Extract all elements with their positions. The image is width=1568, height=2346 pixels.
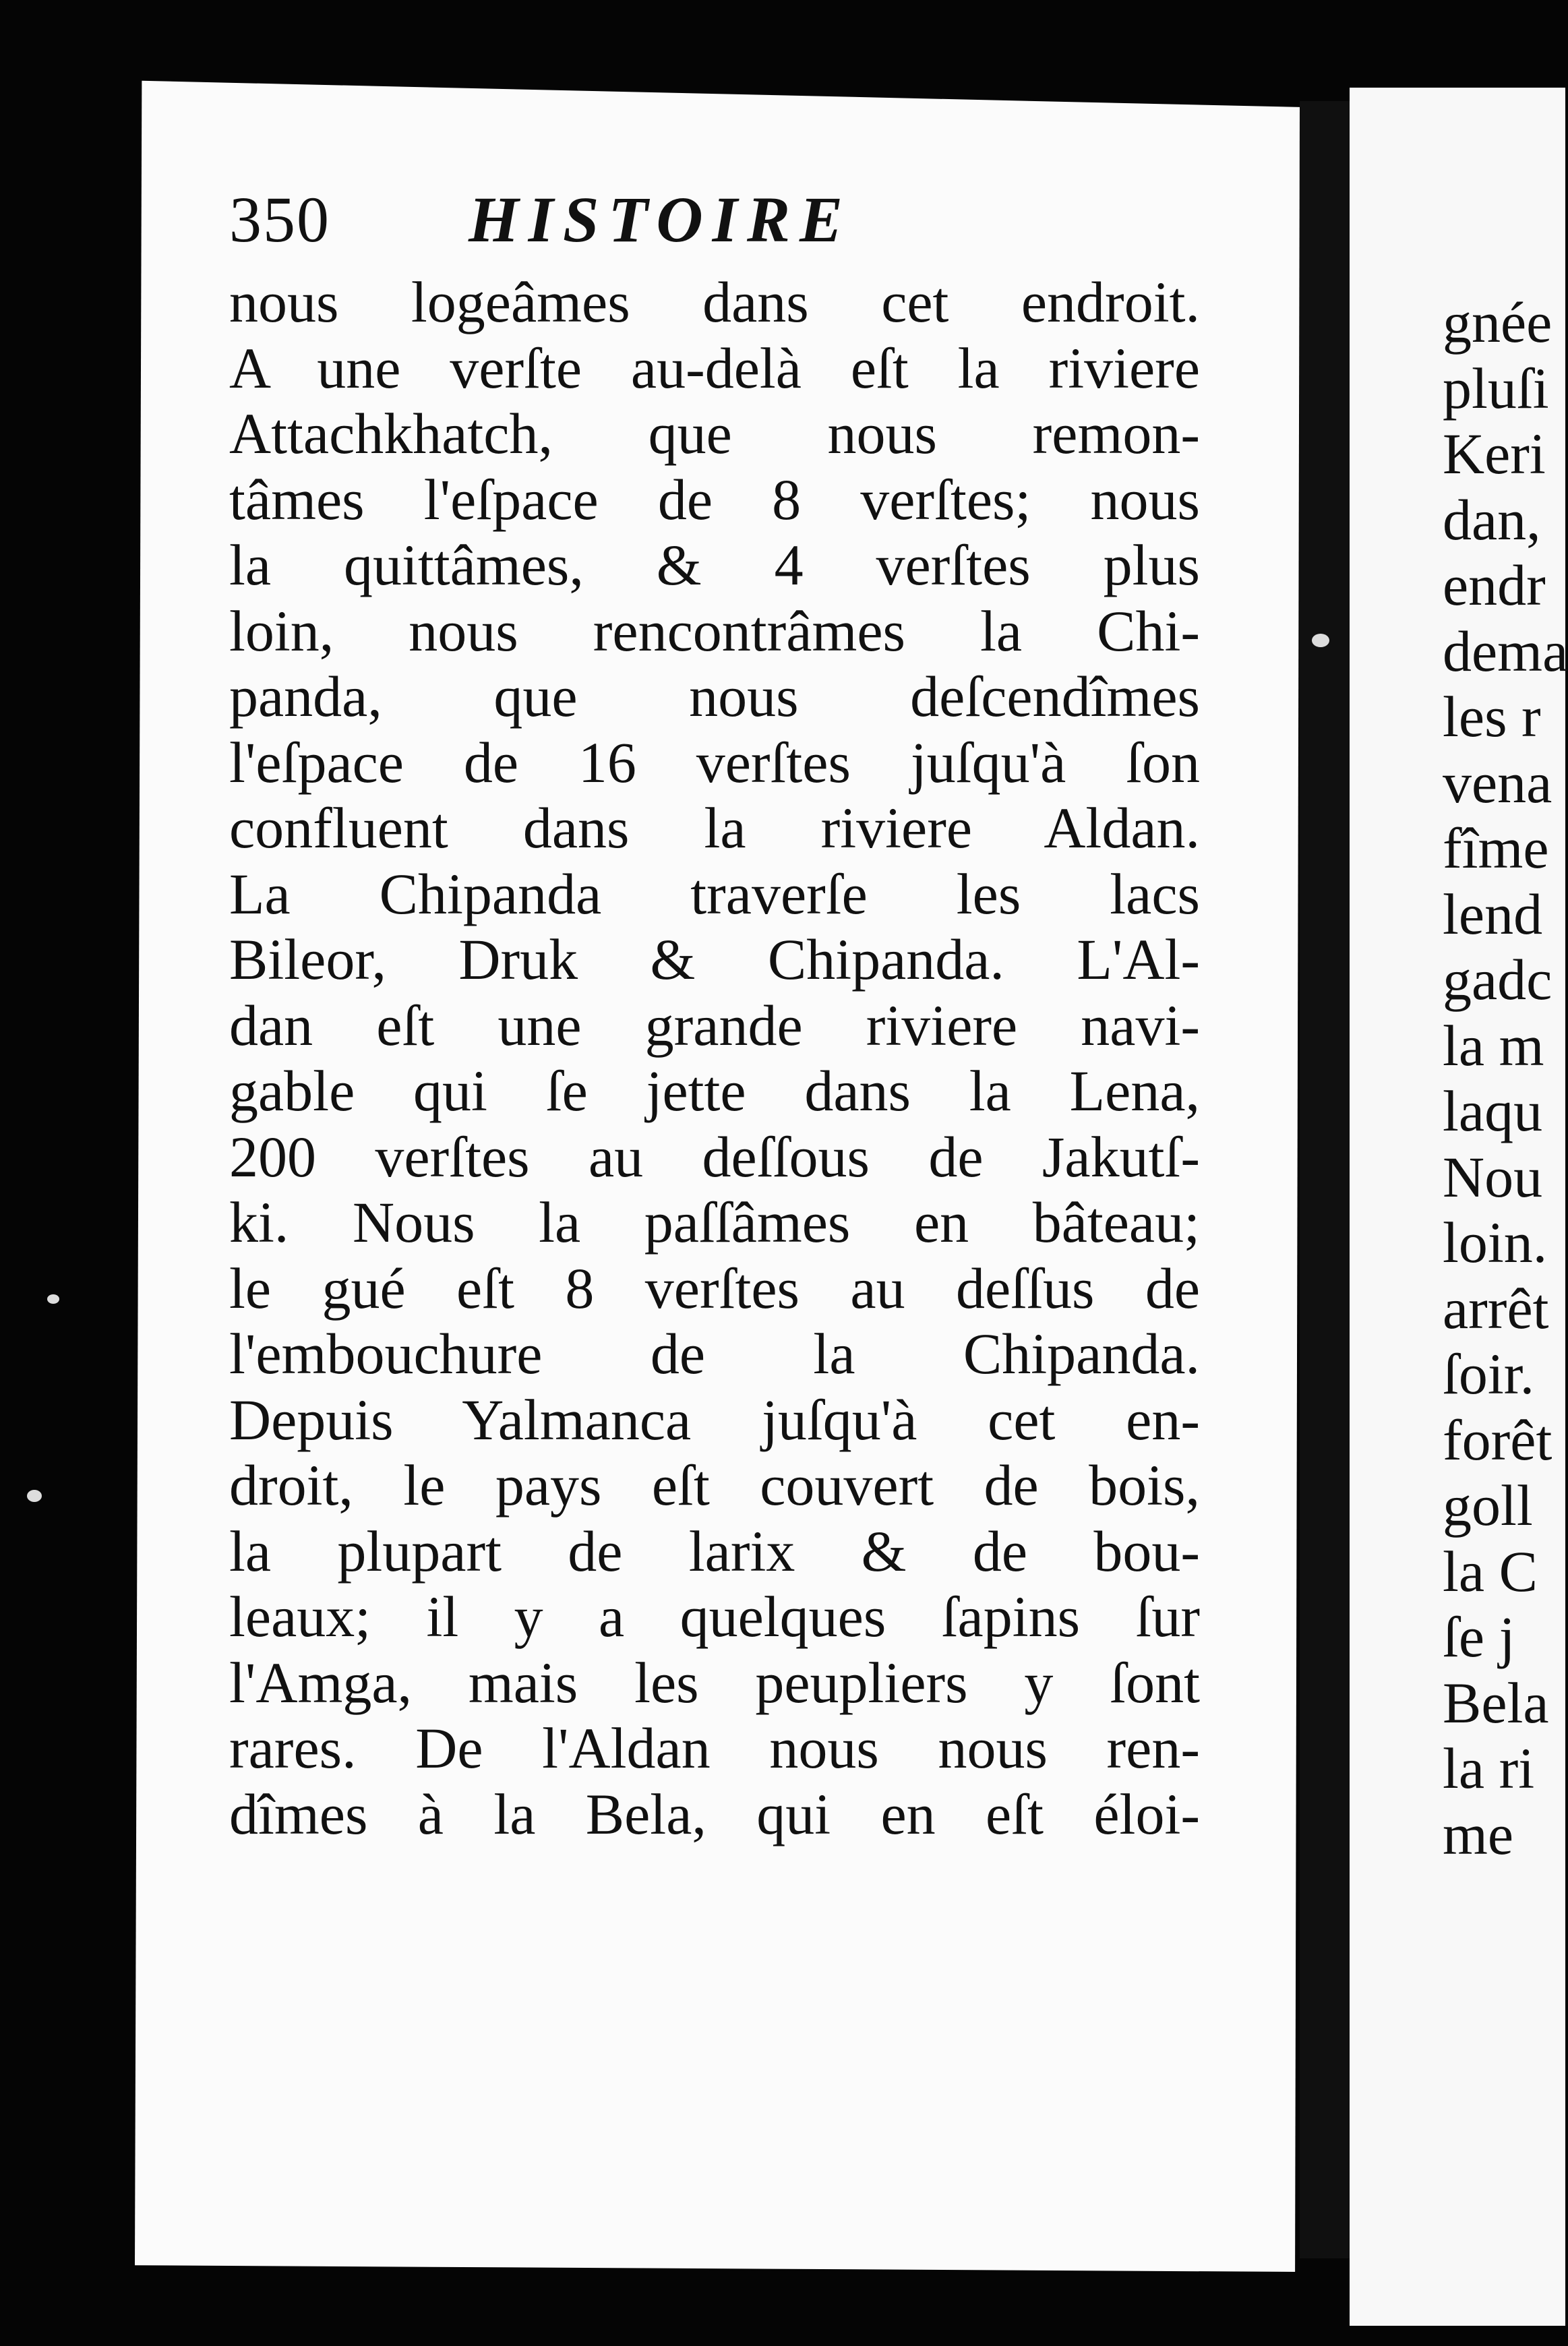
running-head: HISTOIRE (469, 183, 853, 255)
text-line: la quittâmes, & 4 verſtes plus (229, 533, 1200, 597)
text-line: Bileor, Druk & Chipanda. L'Al- (229, 927, 1200, 992)
text-line: leaux; il y a quelques ſapins ſur (229, 1584, 1200, 1649)
facing-text-line: la C (1443, 1538, 1538, 1604)
facing-text-line: Nou (1443, 1144, 1543, 1209)
facing-text-line: fîme (1443, 816, 1549, 880)
facing-text-line: dan, (1443, 487, 1541, 552)
text-line: Depuis Yalmanca juſqu'à cet en- (229, 1387, 1200, 1452)
facing-text-line: forêt (1443, 1407, 1552, 1472)
text-line: le gué eſt 8 verſtes au deſſus de (229, 1255, 1200, 1321)
facing-text-line: la ri (1443, 1736, 1535, 1801)
book-gutter (1300, 101, 1350, 2258)
text-line: l'eſpace de 16 verſtes juſqu'à ſon (229, 729, 1200, 795)
facing-text-line: laqu (1443, 1079, 1543, 1143)
text-line: l'Amga, mais les peupliers y ſont (229, 1650, 1200, 1715)
text-line: l'embouchure de la Chipanda. (229, 1321, 1200, 1386)
scan-speck (47, 1294, 59, 1304)
text-line: loin, nous rencontrâmes la Chi- (229, 598, 1200, 663)
facing-text-line: loin. (1443, 1210, 1548, 1275)
facing-text-line: lend (1443, 881, 1543, 946)
facing-text-line: la m (1443, 1013, 1544, 1078)
facing-text-line: Keri (1443, 421, 1546, 486)
text-line: A une verſte au-delà eſt la riviere (229, 335, 1200, 400)
text-line: confluent dans la riviere Aldan. (229, 795, 1200, 860)
page-header (229, 182, 1213, 256)
facing-text-line: ſe j (1443, 1604, 1515, 1669)
facing-text-line: ſoir. (1443, 1342, 1535, 1406)
facing-page-text (1443, 290, 1568, 1867)
text-line: panda, que nous deſcendîmes (229, 664, 1200, 729)
text-line: nous logeâmes dans cet endroit. (229, 270, 1200, 334)
facing-text-line: gnée (1443, 290, 1552, 355)
page-number: 350 (229, 183, 330, 255)
text-line: 200 verſtes au deſſous de Jakutſ- (229, 1124, 1200, 1189)
text-line: droit, le pays eſt couvert de bois, (229, 1453, 1200, 1517)
text-line: rares. De l'Aldan nous nous ren- (229, 1716, 1200, 1780)
text-line: Attachkhatch, que nous remon- (229, 401, 1200, 466)
facing-text-line: arrêt (1443, 1275, 1549, 1341)
text-line: dîmes à la Bela, qui en eſt éloi- (229, 1781, 1200, 1846)
facing-text-line: endr (1443, 553, 1546, 618)
facing-text-line: Bela (1443, 1670, 1549, 1735)
facing-text-line: pluſi (1443, 355, 1549, 421)
scan-speck (27, 1490, 42, 1502)
text-line: la plupart de larix & de bou- (229, 1518, 1200, 1584)
text-line: tâmes l'eſpace de 8 verſtes; nous (229, 467, 1200, 532)
facing-text-line: goll (1443, 1473, 1533, 1538)
facing-text-line: dema (1443, 618, 1568, 684)
text-line: gable qui ſe jette dans la Lena, (229, 1058, 1200, 1123)
scan-speck (1312, 634, 1329, 647)
facing-text-line: me (1443, 1801, 1514, 1867)
text-line: dan eſt une grande riviere navi- (229, 992, 1200, 1058)
facing-text-line: gadc (1443, 947, 1552, 1012)
facing-text-line: vena (1443, 750, 1552, 815)
text-line: La Chipanda traverſe les lacs (229, 861, 1200, 926)
text-line: ki. Nous la paſſâmes en bâteau; (229, 1190, 1200, 1255)
facing-text-line: les r (1443, 684, 1541, 749)
page-body-text (229, 270, 1200, 1847)
